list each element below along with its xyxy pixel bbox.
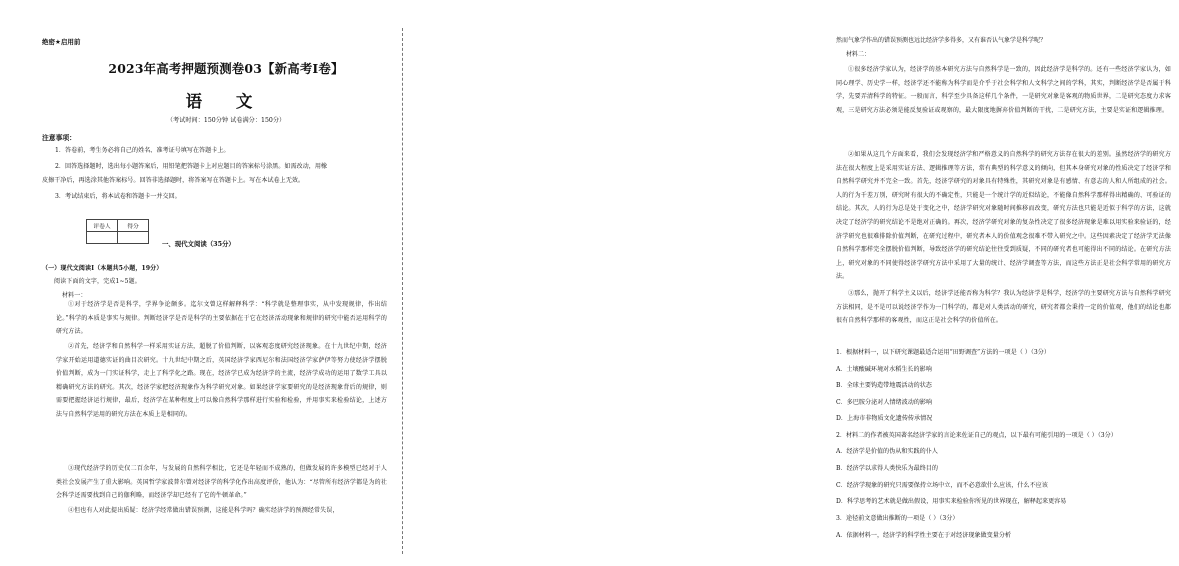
option-1d: D．上海市非物质文化遗传传承情况 [836, 415, 933, 422]
subject-title: 语 文 [185, 92, 267, 111]
option-2c: C．经济学现象的研究只需要保持立场中立，而不必意欲什么应该，什么不应该 [836, 482, 1048, 489]
reading-heading: （一）现代文阅读Ⅰ（本题共5小题，19分） [42, 265, 163, 272]
paragraph-3: ③现代经济学的历史仅二百余年，与发展的自然科学相比，它还是年轻而不成熟的，但做发展的许多模型已经对于人类社会发展产生了重大影响。英国哲学家波普尔曾对经济学的科学化作出高度评价，他认为：“尽管所有经济学都是为的社会科学还需要找到自己的伽利略，而经济学却已经有了它的牛顿革命。” [56, 465, 387, 500]
column-divider [402, 28, 403, 554]
question-1: 1．根据材料一，以下研究课题最适合运用“田野调查”方法的一项是（ ）（3分） [836, 349, 1050, 356]
material-label-2: 材料二： [846, 51, 871, 58]
grader-label: 评卷人 [87, 220, 118, 232]
material-label: 材料一： [62, 292, 87, 299]
question-3: 3．途径前文意做出推断的一项是（ ）（3分） [836, 515, 959, 522]
option-1a: A．土壤酸碱环境对水稻生长的影响 [836, 366, 932, 373]
exam-info: （考试时间：150分钟 试卷满分：150分） [166, 117, 286, 124]
notice-item: 3．考试结束后，将本试卷和答题卡一并交回。 [55, 193, 181, 200]
paragraph-m2-2: ②如果从这几个方面来看，我们会发现经济学和严格意义的自然科学的研究方法存在很大的差别。虽然经济学的研究方法在很大程度上是采用实证方法、逻辑推理等方法，常有典型的科学意义的倾向，但其本身研究对象的性质决定了经济学和自然科学研究并不完全一致。首先，经济学研究的对象具有特殊性，其研究对象是有感情、有意志的人和人所组成的社会。人的行为千差万别，研究时有很大的不确定性，只能是一个统计学的近似结论，不能像自然科学那样得出精确的、可验证的结论。其次，人的行为总是处于变化之中，经济学研究对象随时间推移而改变，研究方法也只能是近似于科学的方法，这就决定了经济学的研究结论不是绝对正确的。再次，经济学研究对象的复杂性决定了很多经济现象是难以用实验来验证的，经济学研究也很难排除价值判断，在研究过程中，研究者本人的价值观念很难不带入研究之中。这些因素决定了经济学无法像自然科学那样完全摆脱价值判断，导致经济学的研究结论往往受到质疑，不同的研究者也可能得出不同的结论。在研究方法上，研究对象的不同使得经济学研究方法中采用了大量的统计、经济学调查等方法，而这些方法正是社会科学常用的研究方法。 [836, 151, 1171, 281]
paragraph-m2-3: ③那么，抛开了科学主义以后，经济学还能否称为科学？我认为经济学是科学，经济学的主要研究方法与自然科学研究方法相同，是不是可以说经济学作为一门科学的，都是对人类活动的研究，研究者都会秉持一定的价值观，他们的结论也都很有自然科学那样的客观性，而这正是社会科学的价值所在。 [836, 290, 1171, 325]
paragraph-2: ②首先，经济学和自然科学一样采用实证方法，超脱了价值判断，以客观态度研究经济现象。在十九世纪中期，经济学家开始运用道德实证的曲目次研究。十九世纪中期之后，英国经济学家西尼尔和法国经济学家萨伊等努力使经济学摆脱价值判断，成为一门实证科学，走上了科学化之路。现在，经济学已成为经济学的主流，经济学成功的运用了数学工具以精确研究方法的研究。其次，经济学家把经济现象作为科学研究对象。如果经济学家要研究的是经济现象背后的规律，则需要把握经济运行规律，最后，经济学在某种程度上可以像自然科学那样进行实验和检验，并用事实来检验结论，上述方法与自然科学运用的研究方法在本质上是相同的。 [56, 343, 387, 418]
option-1c: C．多巴胺分泌对人情绪波动的影响 [836, 399, 933, 406]
paragraph-m2-1: ①很多经济学家认为，经济学的基本研究方法与自然科学是一致的，因此经济学是科学的。还有一些经济学家认为，如同心理学、历史学一样，经济学还不能称为科学而是介乎于社会科学和人文科学之间的学科，其实，判断经济学是否属于科学，先要弄清科学的特征。一般而言，科学至少具备这样几个条件，一是研究对象是客观的物质世界，二是研究态度力求客观，三是研究方法必须是能反复验证或观察的，最大限度地摒弃价值判断的干扰，二是研究方法，主要是实证和逻辑推理。 [836, 66, 1171, 114]
score-cell [118, 232, 149, 244]
confidential-mark: 绝密★启用前 [42, 38, 81, 46]
paragraph-4: ④但也有人对此提出质疑：经济学经常做出错误预测，这能是科学吗？确实经济学的预测经常失误， [68, 507, 339, 514]
notice-item: 1．答卷前，考生务必将自己的姓名、准考证号填写在答题卡上。 [55, 147, 230, 154]
score-label: 得分 [118, 220, 149, 232]
question-2: 2．材料二的作者被英国著名经济学家的言论来佐证自己的观点，以下最有可能引用的一项是（ ）（3分） [836, 432, 1117, 439]
notice-title: 注意事项： [42, 134, 76, 142]
continued-line: 然而气象学作出的错误预测也远比经济学多得多，又有谁否认气象学是科学呢？ [836, 37, 1047, 44]
exam-title: 2023年高考押题预测卷03【新高考I卷】 [108, 61, 344, 76]
notice-item: 2．回答选择题时，选出每小题答案后，用铅笔把答题卡上对应题目的答案标号涂黑。如需改动，用橡 [55, 163, 328, 170]
option-2a: A．经济学是价值的伪从和实践的仆人 [836, 448, 938, 455]
option-3a: A．依据材料一，经济学的科学性主要在于对经济现象做变量分析 [836, 532, 1012, 539]
reading-instruction: 阅读下面的文字，完成1~5题。 [54, 278, 141, 285]
score-table [86, 219, 149, 244]
option-1b: B．全球主要钩造带地震活动的状态 [836, 382, 932, 389]
paragraph-1: ①对于经济学是否是科学，学界争论颇多。迄尔文曾这样解释科学：“科学就是整理事实，从中发现规律，作出结论。”科学的本质是事实与规律。判断经济学是否是科学的主要依据在于它在经济活动现象和规律的研究中能否运用科学的研究方法。 [56, 301, 387, 336]
grader-cell [87, 232, 118, 244]
notice-item-continued: 皮擦干净后，再选涂其他答案标号。回答非选择题时，将答案写在答题卡上。写在本试卷上无效。 [42, 177, 305, 184]
option-2d: D．科学思考的艺术就是做出假设，用事实来检验你所见的世界现在，解释起来更容易 [836, 498, 1067, 505]
section-heading: 一、现代文阅读（35分） [162, 240, 235, 248]
option-2b: B．经济学以求得人类快乐为最终目的 [836, 465, 938, 472]
